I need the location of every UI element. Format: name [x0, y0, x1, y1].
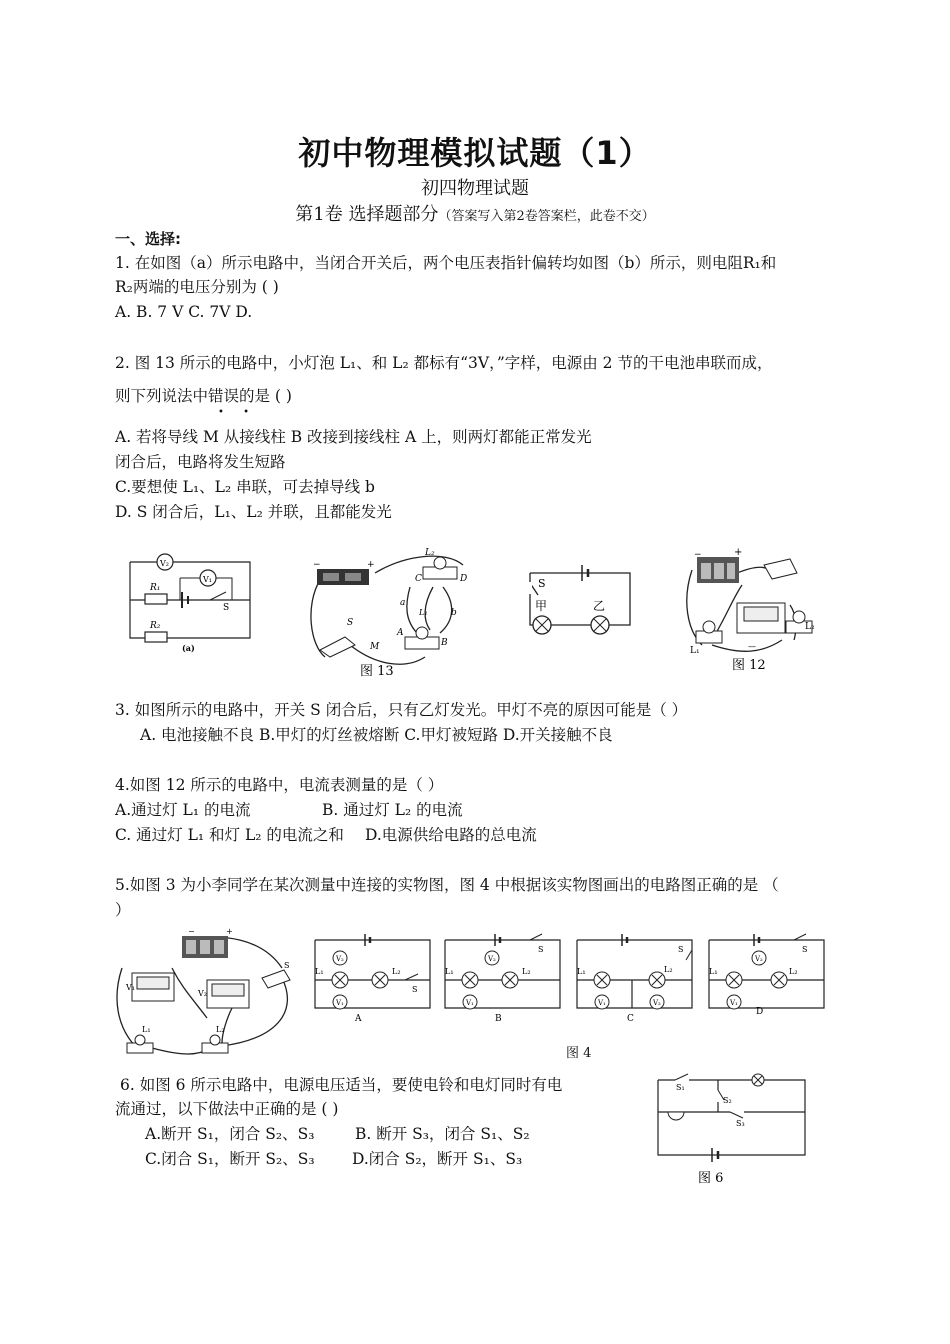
svg-text:S: S: [538, 945, 544, 954]
q5-line1: 5.如图 3 为小李同学在某次测量中连接的实物图，图 4 中根据该实物图画出的电路图正确的是 （: [115, 876, 779, 894]
figure-jia-yi-circuit: [520, 565, 640, 640]
svg-text:C: C: [415, 574, 422, 584]
svg-text:M: M: [370, 642, 380, 652]
q2-line2: 则下列说法中错误的是 ( ): [115, 387, 292, 405]
figure-4-label-d: D: [756, 1007, 764, 1017]
figure-6-circuit: [650, 1070, 815, 1186]
figure-4-label-c: C: [627, 1014, 634, 1024]
q6-option-b: B. 断开 S₃，闭合 S₁、S₂: [355, 1125, 530, 1143]
page-title: 初中物理模拟试题（1）: [298, 134, 652, 172]
svg-text:−: −: [188, 927, 195, 936]
q4-option-c: C. 通过灯 L₁ 和灯 L₂ 的电流之和: [115, 826, 344, 844]
svg-text:+: +: [367, 560, 375, 570]
figure-4-label-b: B: [495, 1014, 502, 1024]
svg-text:L₁: L₁: [142, 1025, 151, 1034]
figure-13-circuit: [305, 545, 495, 679]
q2-option-b: 闭合后，电路将发生短路: [115, 453, 286, 471]
svg-text:V₁: V₁: [598, 999, 606, 1007]
q5-line2: ）: [115, 901, 131, 919]
figure-6-caption: 图 6: [698, 1171, 724, 1186]
svg-text:V₂: V₂: [653, 999, 661, 1007]
svg-text:L₁: L₁: [709, 967, 718, 976]
q2-line1: 2. 图 13 所示的电路中，小灯泡 L₁、和 L₂ 都标有“3V，”字样，电源由 2 节的干电池串联而成，: [115, 354, 773, 372]
svg-text:S: S: [347, 618, 354, 628]
figure-4-options: [310, 930, 830, 1022]
svg-text:S: S: [538, 577, 546, 590]
q3-options: A. 电池接触不良 B.甲灯的灯丝被熔断 C.甲灯被短路 D.开关接触不良: [140, 726, 613, 744]
volume-note: （答案写入第2卷答案栏，此卷不交）: [438, 209, 655, 224]
svg-text:A: A: [397, 628, 404, 638]
svg-text:L₂: L₂: [789, 967, 798, 976]
svg-text:L₂: L₂: [425, 548, 435, 558]
svg-text:S: S: [802, 945, 808, 954]
svg-text:L₁: L₁: [577, 967, 586, 976]
svg-text:V₁: V₁: [730, 999, 738, 1007]
q6-line2: 流通过，以下做法中正确的是 ( ): [115, 1100, 339, 1118]
figure-13-caption: 图 13: [360, 664, 394, 679]
svg-text:V₂: V₂: [488, 955, 496, 963]
svg-text:—: —: [748, 642, 756, 651]
q1-line1: 1. 在如图（a）所示电路中，当闭合开关后，两个电压表指针偏转均如图（b）所示，则电阻R₁和: [115, 254, 777, 272]
svg-text:+: +: [734, 547, 743, 558]
svg-text:S: S: [678, 945, 684, 954]
figure-4-option-b: [445, 934, 560, 1024]
svg-text:S₁: S₁: [676, 1083, 685, 1092]
q4-option-b: B. 通过灯 L₂ 的电流: [322, 801, 463, 819]
svg-text:V₁: V₁: [126, 983, 135, 992]
q6-option-d: D.闭合 S₂，断开 S₁、S₃: [352, 1150, 523, 1168]
svg-text:V₁: V₁: [336, 999, 344, 1007]
q2-option-c: C.要想使 L₁、L₂ 串联，可去掉导线 b: [115, 478, 375, 496]
svg-text:V₂: V₂: [198, 989, 207, 998]
q6-line1: 6. 如图 6 所示电路中，电源电压适当，要使电铃和电灯同时有电: [120, 1076, 563, 1094]
q1-options: A. B. 7 V C. 7V D.: [115, 303, 253, 321]
figure-jia-label: 甲: [535, 599, 548, 613]
svg-text:V₁: V₁: [203, 575, 212, 584]
figure-4-caption: 图 4: [566, 1046, 592, 1061]
svg-text:D: D: [460, 574, 468, 584]
figure-12-caption: 图 12: [732, 658, 766, 673]
svg-text:L₂: L₂: [805, 622, 815, 632]
svg-text:+: +: [226, 927, 233, 936]
svg-text:−: −: [694, 550, 702, 560]
figure-4-option-d: [709, 934, 824, 1017]
svg-text:V₂: V₂: [755, 955, 763, 963]
svg-text:b: b: [451, 608, 457, 618]
figure-4-label-a: A: [355, 1014, 362, 1024]
svg-text:S: S: [412, 985, 418, 994]
svg-text:V₂: V₂: [336, 955, 344, 963]
q1-line2: R₂两端的电压分别为 ( ): [115, 278, 279, 296]
q2-option-d: D. S 闭合后，L₁、L₂ 并联，且都能发光: [115, 503, 392, 521]
figure-a-label: (a): [182, 643, 195, 653]
svg-text:S₂: S₂: [723, 1096, 732, 1105]
svg-text:L₁: L₁: [315, 967, 324, 976]
svg-text:R₂: R₂: [150, 621, 161, 631]
q4-option-a: A.通过灯 L₁ 的电流: [115, 801, 251, 819]
svg-text:S: S: [284, 961, 290, 970]
q6-option-c: C.闭合 S₁，断开 S₂、S₃: [145, 1150, 315, 1168]
figure-4-option-a: [315, 934, 430, 1024]
q2-option-a: A. 若将导线 M 从接线柱 B 改接到接线柱 A 上，则两灯都能正常发光: [115, 428, 592, 446]
svg-text:L₂: L₂: [522, 967, 531, 976]
svg-text:−: −: [313, 560, 321, 570]
svg-text:L₂: L₂: [664, 965, 673, 974]
q6-option-a: A.断开 S₁，闭合 S₂、S₃: [145, 1125, 315, 1143]
section-heading: 一、选择:: [115, 230, 181, 248]
svg-text:S₃: S₃: [736, 1119, 745, 1128]
q4-option-d: D.电源供给电路的总电流: [365, 826, 537, 844]
svg-text:L₂: L₂: [392, 967, 401, 976]
svg-text:L₁: L₁: [419, 608, 428, 617]
figure-3-circuit: [112, 928, 302, 1058]
svg-text:L₁: L₁: [690, 646, 700, 656]
page-subtitle: 初四物理试题: [421, 178, 529, 199]
volume-heading: [0, 200, 950, 226]
figure-a-circuit: [120, 550, 260, 655]
svg-text:B: B: [441, 638, 448, 648]
q4-line1: 4.如图 12 所示的电路中，电流表测量的是（ ）: [115, 776, 444, 794]
figure-12-circuit: [682, 545, 837, 673]
figure-4-option-c: [577, 934, 692, 1024]
svg-text:L₂: L₂: [216, 1025, 225, 1034]
svg-text:V₁: V₁: [466, 999, 474, 1007]
svg-text:a: a: [400, 598, 406, 608]
figure-yi-label: 乙: [593, 599, 606, 613]
svg-text:L₁: L₁: [445, 967, 454, 976]
svg-text:S: S: [223, 603, 230, 613]
svg-text:V₂: V₂: [160, 559, 169, 568]
svg-text:R₁: R₁: [150, 583, 161, 593]
volume-label: 第1卷 选择题部分: [295, 204, 439, 225]
q3-line1: 3. 如图所示的电路中，开关 S 闭合后，只有乙灯发光。甲灯不亮的原因可能是（ ）: [115, 701, 688, 719]
emphasis-dots: • •: [218, 407, 257, 418]
